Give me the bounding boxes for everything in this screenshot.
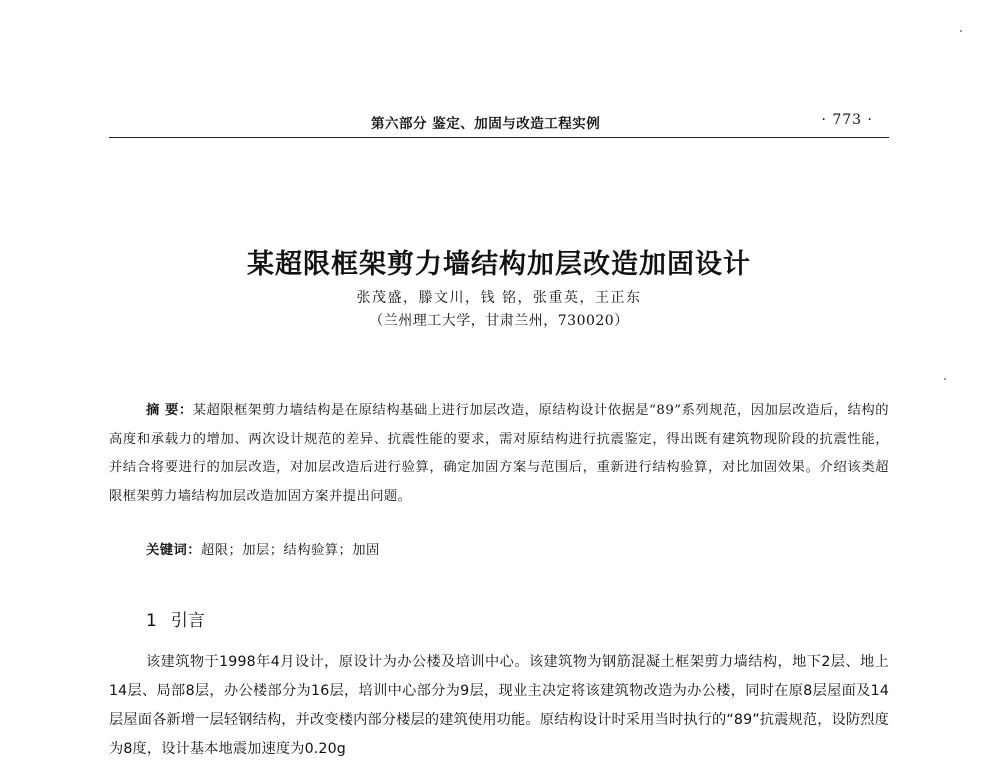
affiliation: （兰州理工大学，甘肃兰州，730020） xyxy=(369,313,629,329)
abstract xyxy=(109,397,889,511)
paper-title: 某超限框架剪力墙结构加层改造加固设计 xyxy=(247,249,751,280)
abstract-label: 摘 要： xyxy=(146,403,193,418)
section-heading xyxy=(146,608,205,634)
keywords xyxy=(109,539,889,563)
keywords-label: 关键词： xyxy=(146,543,201,558)
page-number: · 773 · xyxy=(821,112,873,128)
running-title: 第六部分 鉴定、加固与改造工程实例 xyxy=(371,116,601,132)
author-list: 张茂盛，滕文川，钱 铭，张重英，王正东 xyxy=(356,290,642,306)
title-block xyxy=(109,245,889,333)
section-title: 引言 xyxy=(170,611,205,631)
section-number: 1 xyxy=(146,611,157,631)
abstract-text: 某超限框架剪力墙结构是在原结构基础上进行加层改造，原结构设计依据是“89”系列规范，因加层改造后，结构的高度和承载力的增加、两次设计规范的差异、抗震性能的要求，需对原结构进行抗震鉴定，得出既有建筑物现阶段的抗震性能，并结合将要进行的加层改造，对加层改造后进行验算，确定加固方案与范围后，重新进行结构验算，对比加固效果。介绍该类超限框架剪力墙结构加层改造加固方案并提出问题。 xyxy=(109,403,889,504)
keywords-text: 超限；加层；结构验算；加固 xyxy=(201,543,380,558)
running-header xyxy=(109,108,889,136)
scan-speck xyxy=(944,378,946,380)
body-paragraph: 该建筑物于1998年4月设计，原设计为办公楼及培训中心。该建筑物为钢筋混凝土框架剪力墙结构，地下2层、地上14层、局部8层，办公楼部分为16层，培训中心部分为9层，现业主决定将该建筑物改造为办公楼，同时在原8层屋面及14层屋面各新增一层轻钢结构，并改变楼内部分楼层的建筑使用功能。原结构设计时采用当时执行的“89”抗震规范，设防烈度为8度，设计基本地震加速度为0.20g xyxy=(109,654,889,757)
header-rule xyxy=(109,137,889,138)
scan-speck xyxy=(960,30,962,32)
